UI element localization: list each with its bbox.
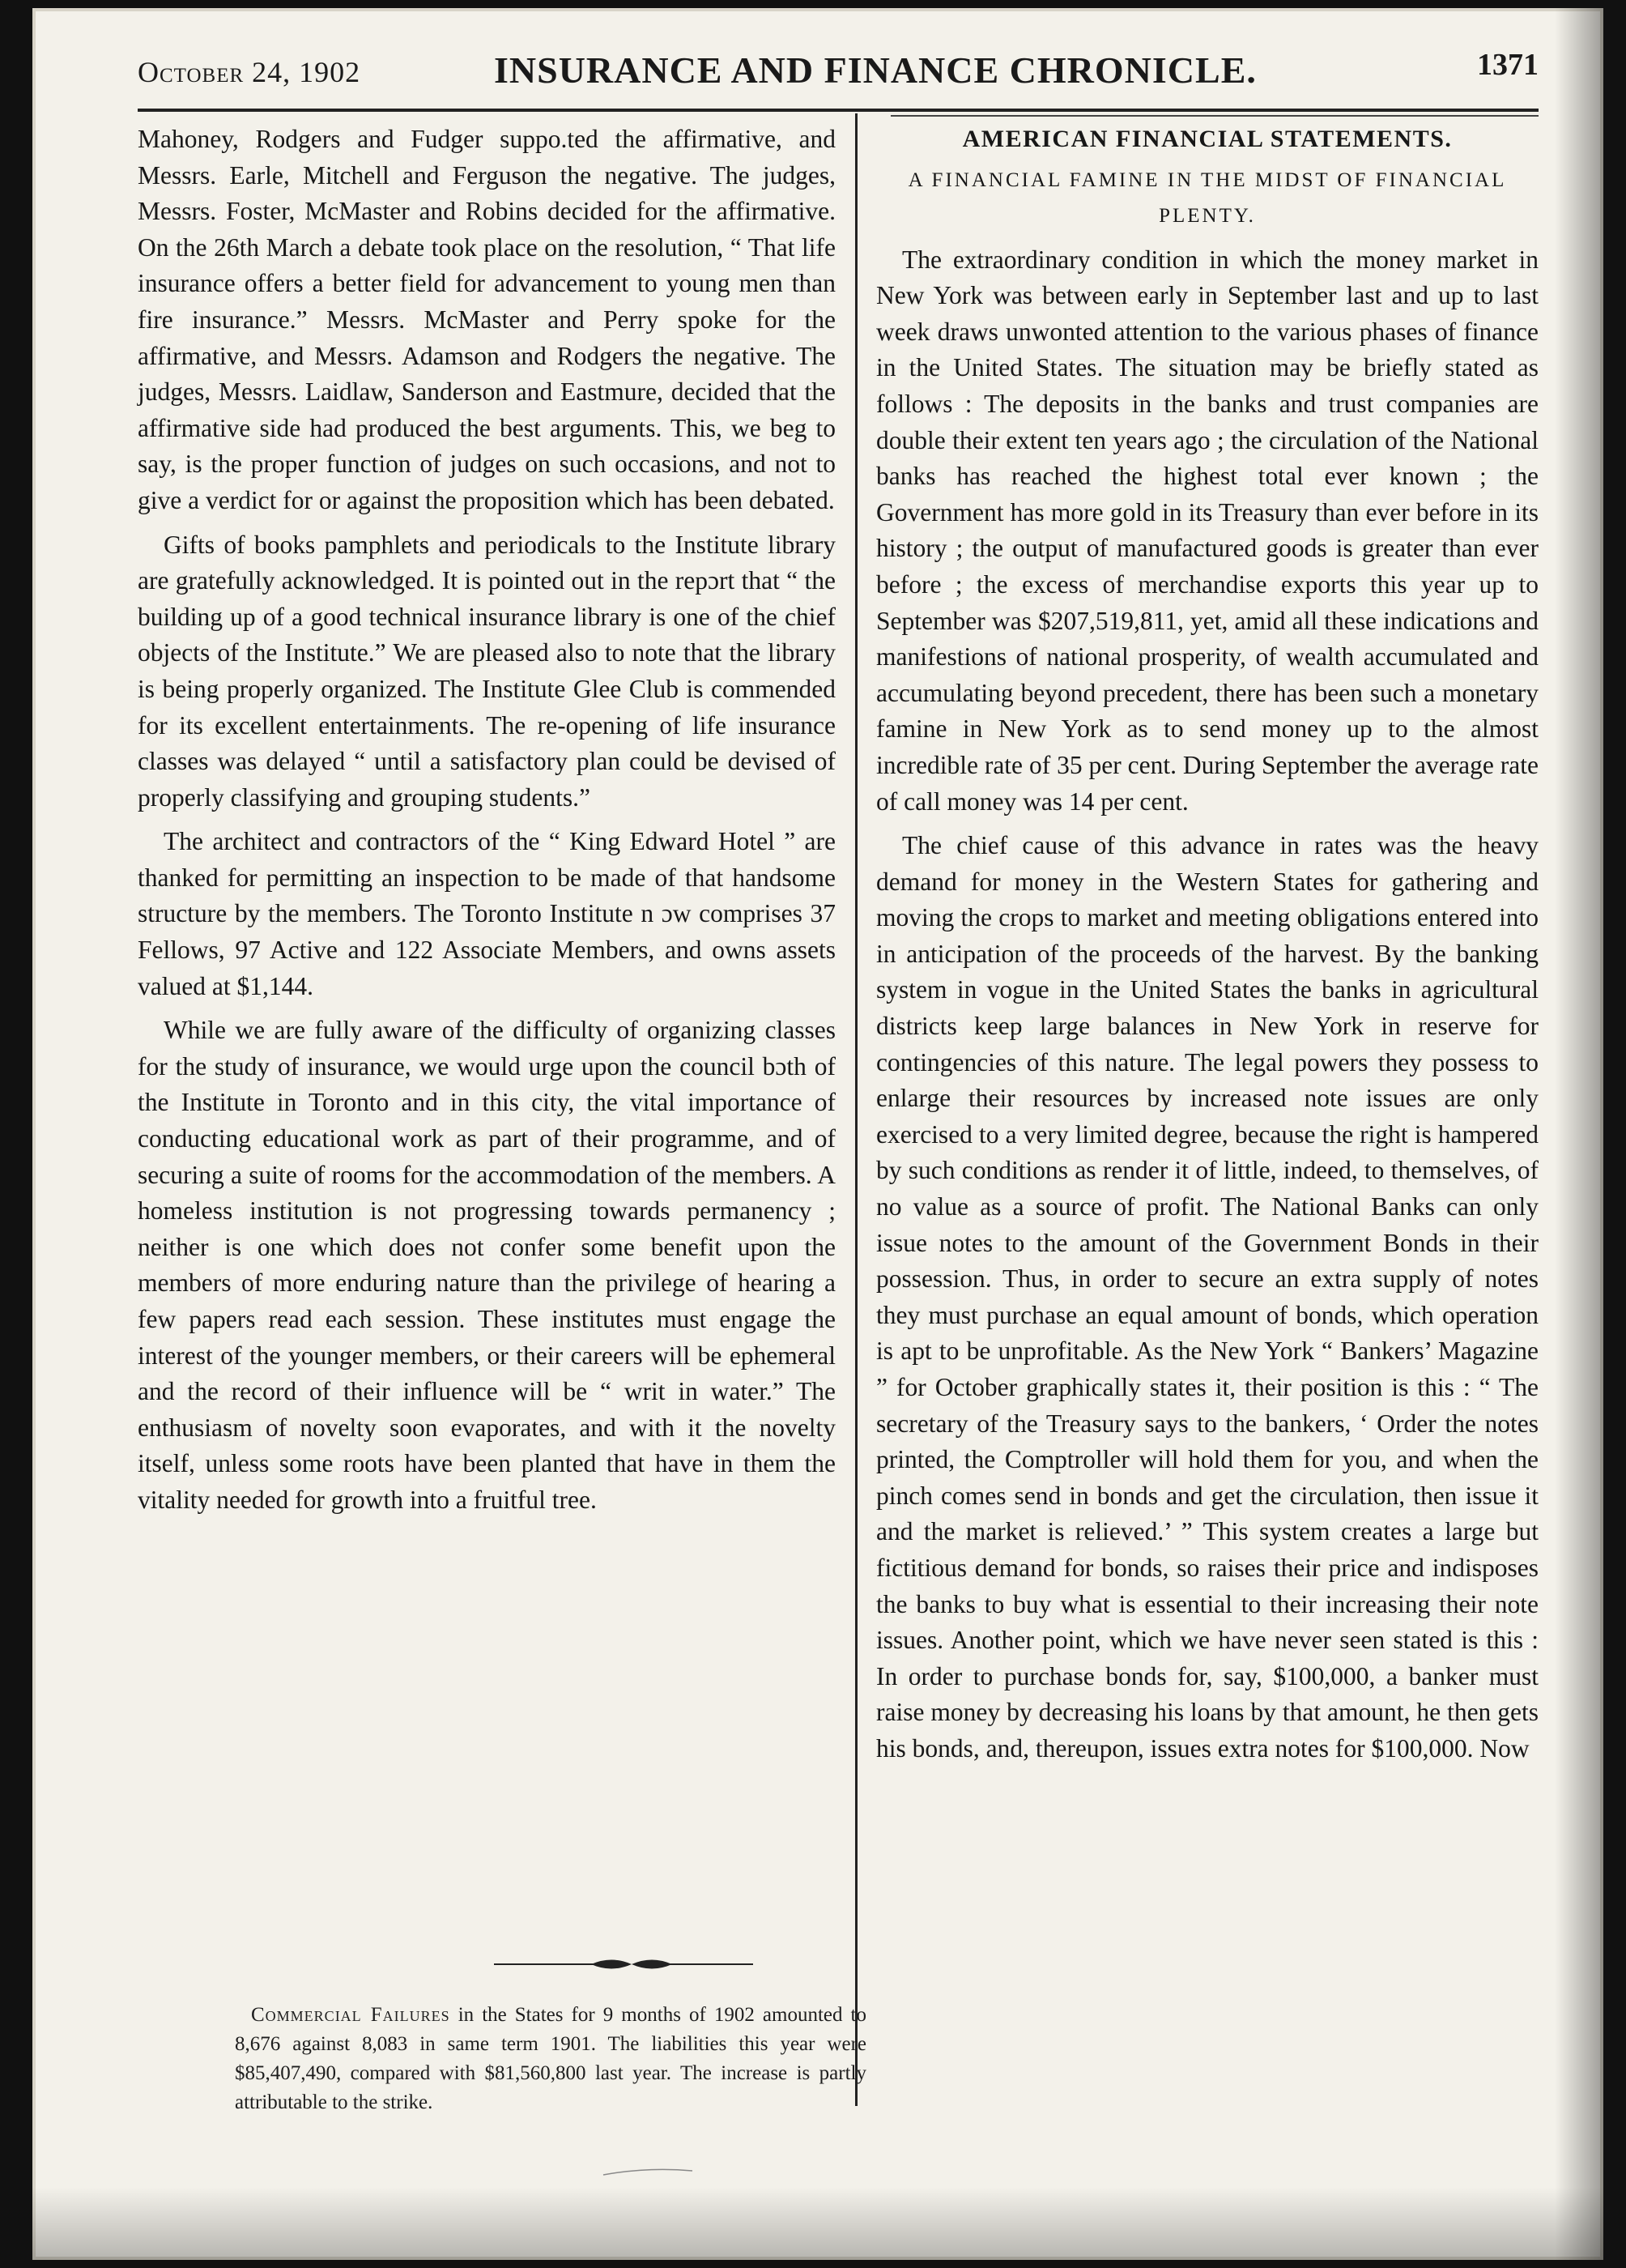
scan-smudge (599, 2163, 696, 2179)
left-paragraph-1: Mahoney, Rodgers and Fudger suppo.ted the affirmative, and Messrs. Earle, Mitchell and Ferguson the negative. The judges, Messrs. Foster, McMaster and Robins decided for the affirmative. On the 26th March a debate took place on the resolution, “ That life insurance offers a better field for advancement to young men than fire insurance.” Messrs. McMaster and Perry spoke for the affirmative, and Messrs. Adamson and Rodgers the negative. The judges, Messrs. Laidlaw, Sanderson and Eastmure, decided that the affirmative side had produced the best arguments. This, we beg to say, is the proper function of judges on such occasions, and not to give a verdict for or against the proposition which has been debated. (138, 125, 836, 514)
left-paragraph-4: While we are fully aware of the difficulty of organizing classes for the study of insurance, we would urge upon the council bɔth of the Institute in Toronto and in this city, the vital importance of conducting educational work as part of their programme, and of securing a suite of rooms for the accommodation of the members. A homeless institution is not progressing towards permanency ; neither is one which does not confer some benefit upon the members of more enduring nature than the privilege of hearing a few papers read each session. These institutes must engage the interest of the younger members, or their careers will be ephemeral and the record of their influence will be “ writ in water.” The enthusiasm of novelty soon evaporates, and with it the novelty itself, unless some roots have been planted that have in them the vitality needed for growth into a fruitful tree. (138, 1016, 836, 1514)
column-divider (855, 113, 858, 2106)
header-rule (138, 109, 1539, 112)
note-text: in the States for 9 months of 1902 amounted to 8,676 against 8,083 in same term 1901. The liabilities this year were $85,407,490, compared with $81,560,800 last year. The increase is partly attributable to the strike. (235, 2004, 866, 2113)
article-subtitle: A FINANCIAL FAMINE IN THE MIDST OF FINANCIAL PLENTY. (908, 168, 1507, 227)
left-paragraph-3: The architect and contractors of the “ King Edward Hotel ” are thanked for permitting an inspection to be made of that handsome structure by the members. The Toronto Institute n ɔw comprises 37 Fellows, 97 Active and 122 Associate Members, and owns assets valued at $1,144. (138, 827, 836, 1000)
issue-date: October 24, 1902 (138, 56, 361, 88)
right-column (876, 122, 1539, 1767)
page-number: 1371 (1477, 48, 1539, 82)
commercial-failures-note (235, 2001, 866, 2117)
left-column (138, 122, 836, 1519)
article-title: AMERICAN FINANCIAL STATEMENTS. (962, 126, 1453, 152)
page-bottom-shadow (32, 2187, 1603, 2260)
publication-title: INSURANCE AND FINANCE CHRONICLE. (494, 49, 1257, 91)
running-head (138, 47, 1539, 104)
right-paragraph-2: The chief cause of this advance in rates was the heavy demand for money in the Western States for gathering and moving the crops to market and meeting obligations entered into in anticipation of the proceeds of the harvest. By the banking system in vogue in the United States the banks in agricultural districts keep large balances in New York in reserve for contingencies of this nature. The legal powers they possess to enlarge their resources by increased note issues are only exercised to a very limited degree, because the right is hampered by such conditions as render it of little, indeed, to themselves, of no value as a source of profit. The National Banks can only issue notes to the amount of the Government Bonds in their possession. Thus, in order to secure an extra supply of notes they must purchase an equal amount of bonds, which operation is apt to be unprofitable. As the New York “ Bankers’ Magazine ” for October graphically states it, their position is this : “ The secretary of the Treasury says to the bankers, ‘ Order the notes printed, the Comptroller will hold them for you, and when the pinch comes send in bonds and get the circulation, then issue it and the market is relieved.’ ” This system creates a large but fictitious demand for bonds, so raises their price and indisposes the banks to buy what is essential to their increasing their note issues. Another point, which we have never seen stated is this : In order to purchase bonds for, say, $100,000, a banker must raise money by decreasing his loans by that amount, he then gets his bonds, and, thereupon, issues extra notes for $100,000. Now (876, 831, 1539, 1763)
right-paragraph-1: The extraordinary condition in which the money market in New York was between early in September last and up to last week draws unwonted attention to the various phases of finance in the United States. The situation may be briefly stated as follows : The deposits in the banks and trust companies are double their extent ten years ago ; the circulation of the National banks has reached the highest total ever known ; the Government has more gold in its Treasury than ever before in its history ; the output of manufactured goods is greater than ever before ; the excess of merchandise exports this year up to September was $207,519,811, yet, amid all these indications and manifestions of national prosperity, of wealth accumulated and accumulating beyond precedent, there has been such a monetary famine in New York as to send money up to the almost incredible rate of 35 per cent. During September the average rate of call money was 14 per cent. (876, 245, 1539, 816)
ornament-divider (138, 1952, 836, 1976)
page-edge-shadow (1555, 8, 1603, 2260)
newspaper-page (32, 8, 1603, 2260)
header-rule-secondary (891, 115, 1539, 117)
note-lead: Commercial Failures (251, 2004, 450, 2026)
left-paragraph-2: Gifts of books pamphlets and periodicals to the Institute library are gratefully acknowledged. It is pointed out in the repɔrt that “ the building up of a good technical insurance library is one of the chief objects of the Institute.” We are pleased also to note that the library is being properly organized. The Institute Glee Club is commended for its excellent entertainments. The re-opening of life insurance classes was delayed “ until a satisfactory plan could be devised of properly classifying and grouping students.” (138, 530, 836, 812)
